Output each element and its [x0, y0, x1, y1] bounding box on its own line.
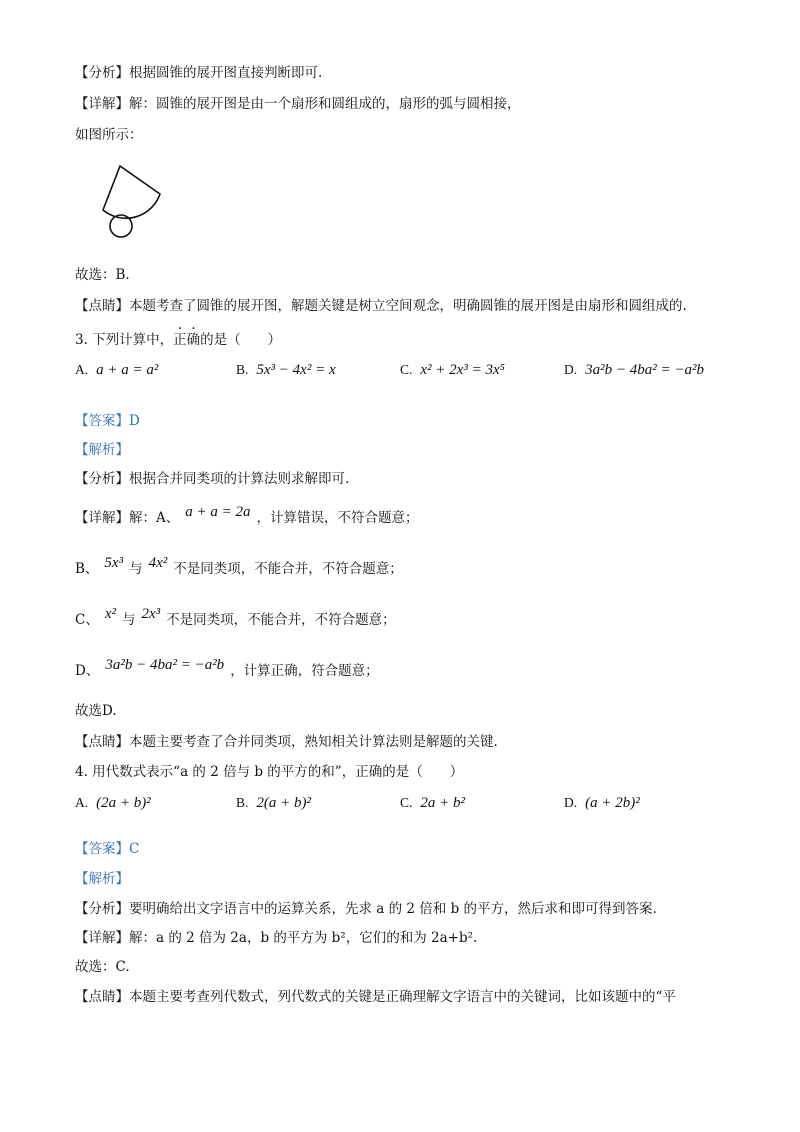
- sector-shape: [103, 166, 160, 218]
- q3-answer: 【答案】D: [75, 413, 140, 429]
- analysis-line: 【分析】根据圆锥的展开图直接判断即可.: [75, 65, 323, 81]
- q3-analysis: 【分析】根据合并同类项的计算法则求解即可.: [75, 471, 350, 487]
- detail-line: 【详解】解：圆锥的展开图是由一个扇形和圆组成的，扇形的弧与圆相接，: [75, 96, 521, 112]
- q4-choice: 故选：C.: [75, 959, 130, 975]
- q4-option-b: B. 2(a + b)²: [236, 795, 311, 811]
- q3-option-b: B. 5x³ − 4x² = x: [236, 362, 336, 378]
- q3-analysis-heading: 【解析】: [75, 442, 129, 458]
- q3-choice: 故选D.: [75, 703, 117, 719]
- q3-detail-a: 【详解】解：A、 a + a = 2a ，计算错误，不符合题意；: [75, 504, 419, 526]
- q4-analysis-heading: 【解析】: [75, 871, 129, 887]
- q4-analysis: 【分析】要明确给出文字语言中的运算关系，先求 a 的 2 倍和 b 的平方，然后求和即可得到答案.: [75, 901, 657, 917]
- q4-option-a: A. (2a + b)²: [75, 795, 151, 811]
- q3-option-d: D. 3a²b − 4ba² = −a²b: [564, 362, 704, 378]
- q3-detail-c: C、 x² 与 2x³ 不是同类项，不能合并，不符合题意；: [75, 606, 396, 628]
- question-4-stem: 4. 用代数式表示“a 的 2 倍与 b 的平方的和”，正确的是（ ）: [75, 764, 464, 780]
- q3-option-c: C. x² + 2x³ = 3x⁵: [400, 362, 505, 378]
- q3-summary: 【点睛】本题主要考查了合并同类项，熟知相关计算法则是解题的关键.: [75, 734, 498, 750]
- q3-option-a: A. a + a = a²: [75, 362, 159, 378]
- q4-option-c: C. 2a + b²: [400, 795, 466, 811]
- q4-option-d: D. (a + 2b)²: [564, 795, 640, 811]
- as-shown-line: 如图所示：: [75, 127, 143, 143]
- question-3-stem: 3. 下列计算中，正确的是（ ）: [75, 332, 282, 348]
- summary-line: 【点睛】本题考查了圆锥的展开图，解题关键是树立空间观念，明确圆锥的展开图是由扇形和圆组成的.: [75, 298, 687, 314]
- q4-summary: 【点睛】本题主要考查列代数式，列代数式的关键是正确理解文字语言中的关键词，比如该题中的“平: [75, 989, 676, 1005]
- q3-detail-d: D、 3a²b − 4ba² = −a²b ，计算正确，符合题意；: [75, 657, 379, 679]
- choice-line: 故选：B.: [75, 267, 130, 283]
- q3-detail-b: B、 5x³ 与 4x² 不是同类项，不能合并，不符合题意；: [75, 555, 403, 577]
- cone-net-figure: [95, 160, 170, 245]
- q4-answer: 【答案】C: [75, 841, 140, 857]
- q4-detail: 【详解】解：a 的 2 倍为 2a，b 的平方为 b²，它们的和为 2a+b².: [75, 930, 478, 946]
